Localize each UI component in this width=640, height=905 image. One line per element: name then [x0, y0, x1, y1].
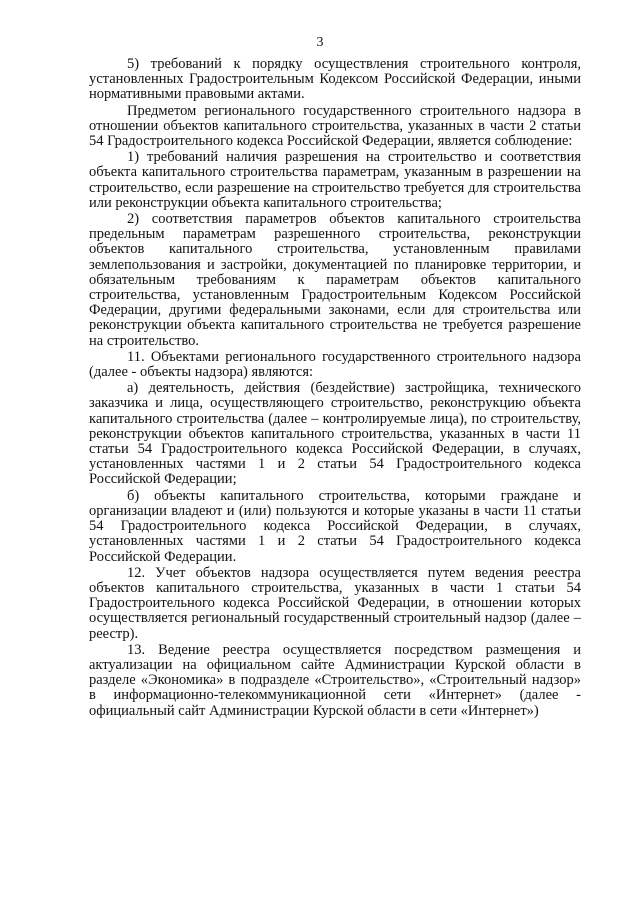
paragraph-clause-11: 11. Объектами регионального государственного строительного надзора (далее - объекты надзора) являются: — [89, 348, 581, 381]
paragraph-item-1: 1) требований наличия разрешения на строительство и соответствия объекта капитального строительства параметрам, указанным в разрешении на строительство, если разрешение на строительство требуется для строительства или реконструкции объекта капитального строительства; — [89, 149, 581, 211]
paragraph-clause-13: 13. Ведение реестра осуществляется посредством размещения и актуализации на официальном сайте Администрации Курской области в разделе «Экономика» в подразделе «Строительство», «Строительный надзор» в информационно-телекоммуникационной сети «Интернет» (далее - официальный сайт Администрации Курской области в сети «Интернет») — [89, 641, 581, 719]
paragraph-subject-of-supervision: Предметом регионального государственного строительного надзора в отношении объектов капитального строительства, указанных в части 2 статьи 54 Градостроительного кодекса Российской Федерации, является соблюдение: — [89, 102, 581, 150]
paragraph-clause-11-a: а) деятельность, действия (бездействие) застройщика, технического заказчика и лица, осуществляющего строительство, реконструкцию объекта капитального строительства (далее – контролируемые лица), по строительству, реконструкции объектов капитального строительства, указанных в части 11 статьи 54 Градостроительного кодекса Российской Федерации, в случаях, установленных частями 1 и 2 статьи 54 Градостроительного кодекса Российской Федерации; — [89, 380, 581, 488]
page-number: 3 — [316, 35, 324, 50]
paragraph-clause-12: 12. Учет объектов надзора осуществляется путем ведения реестра объектов капитального строительства, указанных в части 1 статьи 54 Градостроительного кодекса Российской Федерации, в отношении которых осуществляется региональный государственный строительный надзор (далее – реестр). — [89, 564, 581, 642]
paragraph-item-5: 5) требований к порядку осуществления строительного контроля, установленных Градостроительным Кодексом Российской Федерации, иными нормативными правовыми актами. — [89, 56, 581, 103]
paragraph-item-2: 2) соответствия параметров объектов капитального строительства предельным параметрам разрешенного строительства, реконструкции объектов капитального строительства, установленным правилами землепользования и застройки, документацией по планировке территории, и обязательным требованиям к параметрам объектов капитального строительства, установленным Градостроительным Кодексом Российской Федерации, другими федеральными законами, если для строительства или реконструкции объекта капитального строительства не требуется разрешение на строительство. — [89, 211, 581, 349]
paragraph-clause-11-b: б) объекты капитального строительства, которыми граждане и организации владеют и (или) пользуются и которые указаны в части 11 статьи 54 Градостроительного кодекса Российской Федерации, в случаях, установленных частями 1 и 2 статьи 54 Градостроительного кодекса Российской Федерации. — [89, 487, 581, 565]
document-body — [89, 57, 581, 720]
